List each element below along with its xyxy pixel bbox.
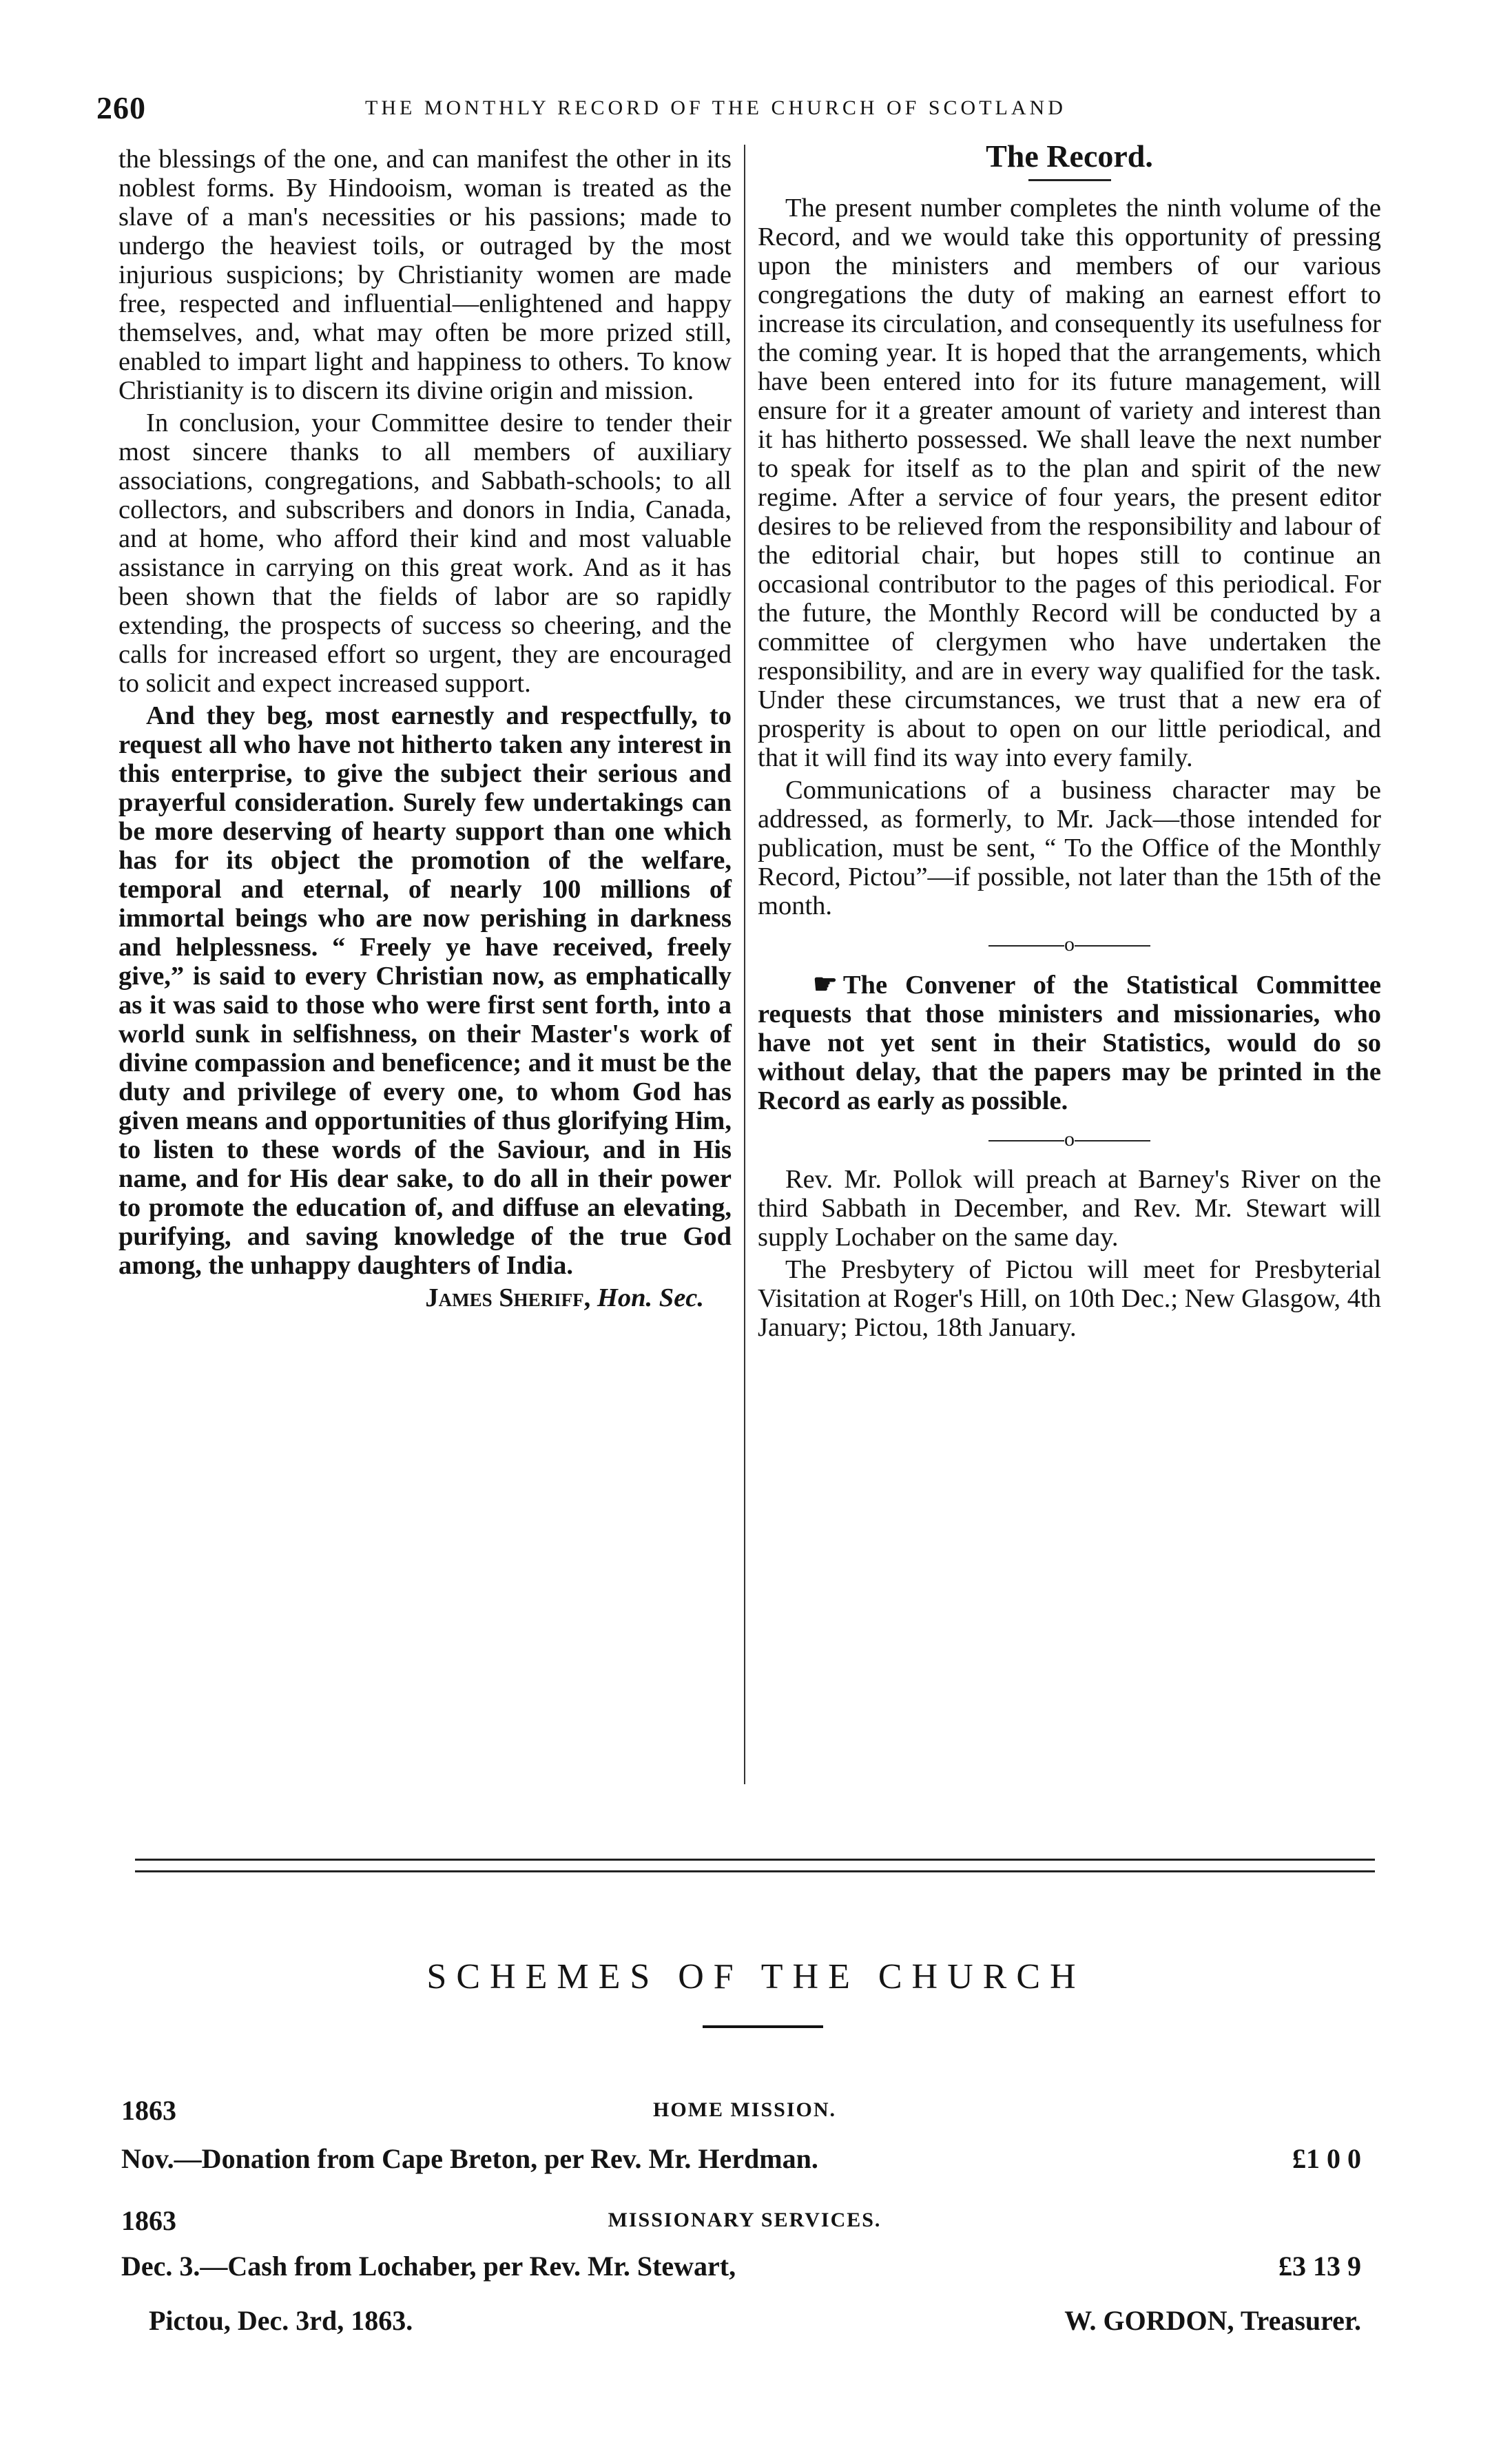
paragraph-presbytery-notice: The Presbytery of Pictou will meet for Presbyterial Visitation at Roger's Hill, on 10th Dec.; New Glasgow, 4th January; Pictou, 18th January. — [758, 1255, 1381, 1342]
missionary-services-category: MISSIONARY SERVICES. — [608, 2209, 882, 2231]
missionary-services-year: 1863 — [121, 2205, 176, 2236]
missionary-services-description: Dec. 3.—Cash from Lochaber, per Rev. Mr. Stewart, — [121, 2251, 736, 2282]
separator-1 — [758, 930, 1381, 959]
schemes-rule — [703, 2025, 823, 2028]
separator-mark: o — [1064, 933, 1075, 955]
signature-name: James Sheriff, — [425, 1283, 591, 1312]
footer-place-date: Pictou, Dec. 3rd, 1863. — [149, 2305, 413, 2336]
paragraph-convener-notice — [758, 970, 1381, 1115]
record-heading: The Record. — [986, 138, 1153, 174]
separator-2 — [758, 1125, 1381, 1154]
signature-title: Hon. Sec. — [597, 1283, 704, 1312]
page-number: 260 — [96, 90, 146, 125]
separator-mark: o — [1064, 1128, 1075, 1150]
paragraph-conclusion: In conclusion, your Committee desire to tender their most sincere thanks to all members of auxiliary associations, congregations, and Sabbath-schools; to all collectors, and subscribers and donors in India, Canada, and at home, who afford their kind and most valuable assistance in carrying on this great work. And as it has been shown that the fields of labor are so rapidly extending, the prospects of success so cheering, and the calls for increased effort so urgent, they are encouraged to solicit and expect increased support. — [118, 409, 732, 698]
right-column — [758, 138, 1381, 1345]
pointing-hand-icon: ☛ — [813, 969, 838, 1000]
paragraph-pollok-notice: Rev. Mr. Pollok will preach at Barney's River on the third Sabbath in December, and Rev. Mr. Stewart will supply Lochaber on the same day. — [758, 1165, 1381, 1252]
running-title: THE MONTHLY RECORD OF THE CHURCH OF SCOTLAND — [365, 96, 1066, 119]
paragraph-hindooism: the blessings of the one, and can manifest the other in its noblest forms. By Hindooism, woman is treated as the slave of a man's necessities or his passions; made to undergo the heaviest toils, or outraged by the most injurious suspicions; by Christianity women are made free, respected and influential—enlightened and happy themselves, and, what may often be more prized still, enabled to impart light and happiness to others. To know Christianity is to discern its divine origin and mission. — [118, 145, 732, 405]
section-double-rule — [135, 1859, 1375, 1872]
paragraph-record-volume: The present number completes the ninth volume of the Record, and we would take this opportunity of pressing upon the ministers and members of our various congregations the duty of making an earnest effort to increase its circulation, and consequently its usefulness for the coming year. It is hoped that the arrangements, which have been entered into for its future management, will ensure for it a greater amount of variety and interest than it has hitherto possessed. We shall leave the next number to speak for itself as to the plan and spirit of the new regime. After a service of four years, the present editor desires to be relieved from the responsibility and labour of the editorial chair, but hopes still to continue an occasional contributor to the pages of this periodical. For the future, the Monthly Record will be conducted by a committee of clergymen who have undertaken the responsibility, and are in every way qualified for the task. Under these circumstances, we trust that a new era of prosperity is about to open on our little periodical, and that it will find its way into every family. — [758, 194, 1381, 772]
paragraph-communications: Communications of a business character may be addressed, as formerly, to Mr. Jack—those intended for publication, must be sent, “ To the Office of the Monthly Record, Pictou”—if possible, not later than the 15th of the month. — [758, 776, 1381, 920]
convener-notice-text: The Convener of the Statistical Committee requests that those ministers and missionaries, who have not yet sent in their Statistics, would do so without delay, that the papers may be printed in the Record as early as possible. — [758, 971, 1381, 1115]
missionary-services-amount: £3 13 9 — [1278, 2251, 1361, 2282]
home-mission-year: 1863 — [121, 2095, 176, 2126]
treasurer-name: W. GORDON, Treasurer. — [1064, 2305, 1361, 2336]
schemes-heading: SCHEMES OF THE CHURCH — [426, 1957, 1086, 1996]
home-mission-category: HOME MISSION. — [652, 2098, 837, 2121]
signature — [118, 1283, 732, 1312]
left-column — [118, 145, 732, 1312]
running-head — [96, 90, 1378, 131]
column-divider — [744, 145, 745, 1784]
home-mission-description: Nov.—Donation from Cape Breton, per Rev. Mr. Herdman. — [121, 2143, 818, 2174]
home-mission-amount: £1 0 0 — [1292, 2143, 1361, 2174]
paragraph-appeal: And they beg, most earnestly and respectfully, to request all who have not hitherto taken any interest in this enterprise, to give the subject their serious and prayerful consideration. Surely few undertakings can be more deserving of hearty support than one which has for its object the promotion of the welfare, temporal and eternal, of nearly 100 millions of immortal beings who are now perishing in darkness and helplessness. “ Freely ye have received, freely give,” is said to every Christian now, as emphatically as it was said to those who were first sent forth, into a world sunk in selfishness, on their Master's work of divine compassion and beneficence; and it must be the duty and privilege of every one, to whom God has given means and opportunities of thus glorifying Him, to listen to these words of the Saviour, and in His name, and for His dear sake, to do all in their power to promote the education of, and diffuse an elevating, purifying, and saving knowledge of the true God among, the unhappy daughters of India. — [118, 701, 732, 1280]
heading-rule — [1028, 179, 1111, 181]
